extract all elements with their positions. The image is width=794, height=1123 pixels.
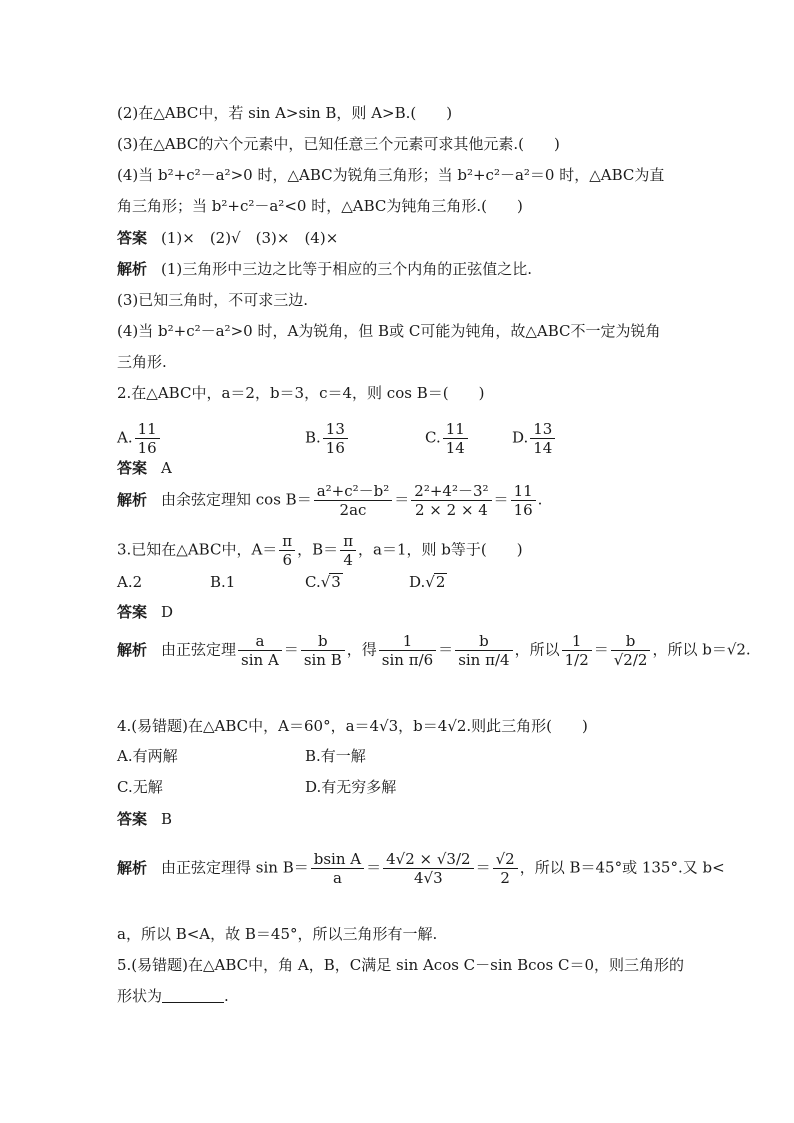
answer-text: (1)× (2)√ (3)× (4)× (161, 229, 339, 247)
explanation-1-line2: (3)已知三角时，不可求三边. (117, 291, 309, 309)
option-d: D. $\frac{13}{14}$ (512, 420, 557, 457)
option-c: C.无解 (117, 778, 163, 796)
option-b: B.有一解 (305, 747, 366, 765)
explanation-4-line2: a，所以 B<A，故 B＝45°，所以三角形有一解. (117, 925, 438, 943)
question-4-line1: (4)当 b²+c²－a²>0 时，△ABC为锐角三角形；当 b²+c²－a²＝0 时，△ABC为直 (117, 166, 665, 184)
explanation-1 (117, 259, 680, 279)
question-2: (2)在△ABC中，若 sin A>sin B，则 A>B.( ) (117, 104, 453, 122)
option-d: D.有无穷多解 (305, 778, 397, 796)
explanation-label: 解析 (117, 260, 148, 278)
option-b: B.1 (210, 573, 236, 591)
question-6: 3.已知在△ABC中，A＝ $\frac{\pi}{6}$ ，B＝ $\frac{\pi}{4}$ ，a＝1，则 b等于( ) (117, 532, 523, 569)
explanation-3: 解析 由正弦定理 $\frac{a}{\text{sin A}}$ ＝ $\frac{b}{\text{sin B}}$ ，得 $\frac{1}{\text{sin π/6}}$ ＝ $\frac{b}{\text{sin π/4}}$ ，所以 $\frac{1}{1/2}$ ＝ $\frac{b}{√2/2}$ ，所以 b＝√2. (117, 632, 751, 669)
question-6-options (117, 572, 680, 594)
answer-2: 答案 A (117, 459, 172, 477)
explanation-text: (1)三角形中三边之比等于相应的三个内角的正弦值之比. (161, 260, 533, 278)
explanation-1-line4: 三角形. (117, 353, 167, 371)
question-4-line2: 角三角形；当 b²+c²－a²<0 时，△ABC为钝角三角形.( ) (117, 197, 523, 215)
option-b: B. $\frac{13}{16}$ (305, 420, 350, 457)
answer-blank[interactable] (162, 988, 224, 1003)
question-8-line1: 5.(易错题)在△ABC中，角 A，B，C满足 sin Acos C－sin Bcos C＝0，则三角形的 (117, 956, 685, 974)
option-a: A.有两解 (117, 747, 178, 765)
explanation-2: 解析 由余弦定理知 cos B＝ $\frac{\text{a²+c²－b²}}{2ac}$ ＝ $\frac{\text{2²+4²－3²}}{2 \times 2 \times 4}$ ＝ $\frac{11}{16}$ . (117, 482, 543, 519)
option-a: A.2 (117, 573, 143, 591)
question-3: (3)在△ABC的六个元素中，已知任意三个元素可求其他元素.( ) (117, 135, 560, 153)
answer-1 (117, 228, 680, 248)
explanation-4: 解析 由正弦定理得 sin B＝ $\frac{\text{bsin A}}{a}$ ＝ $\frac{4√2 \times √3/2}{4√3}$ ＝ $\frac{√2}{2}$ ，所以 B＝45°或 135°.又 b< (117, 850, 725, 887)
option-a: A. $\frac{11}{16}$ (117, 420, 162, 457)
question-8-line2: 形状为 . (117, 987, 229, 1005)
option-c: C. $\frac{11}{14}$ (425, 420, 470, 457)
answer-4: 答案 B (117, 810, 173, 828)
question-7: 4.(易错题)在△ABC中，A＝60°，a＝4√3，b＝4√2.则此三角形( ) (117, 717, 588, 735)
option-d: D.√2 (409, 573, 446, 591)
question-5: 2.在△ABC中，a＝2，b＝3，c＝4，则 cos B＝( ) (117, 384, 485, 402)
explanation-1-line3: (4)当 b²+c²－a²>0 时，A为锐角，但 B或 C可能为钝角，故△ABC不一定为锐角 (117, 322, 661, 340)
option-c: C.√3 (305, 573, 341, 591)
answer-label: 答案 (117, 229, 148, 247)
answer-3: 答案 D (117, 603, 174, 621)
question-5-options (117, 408, 680, 457)
